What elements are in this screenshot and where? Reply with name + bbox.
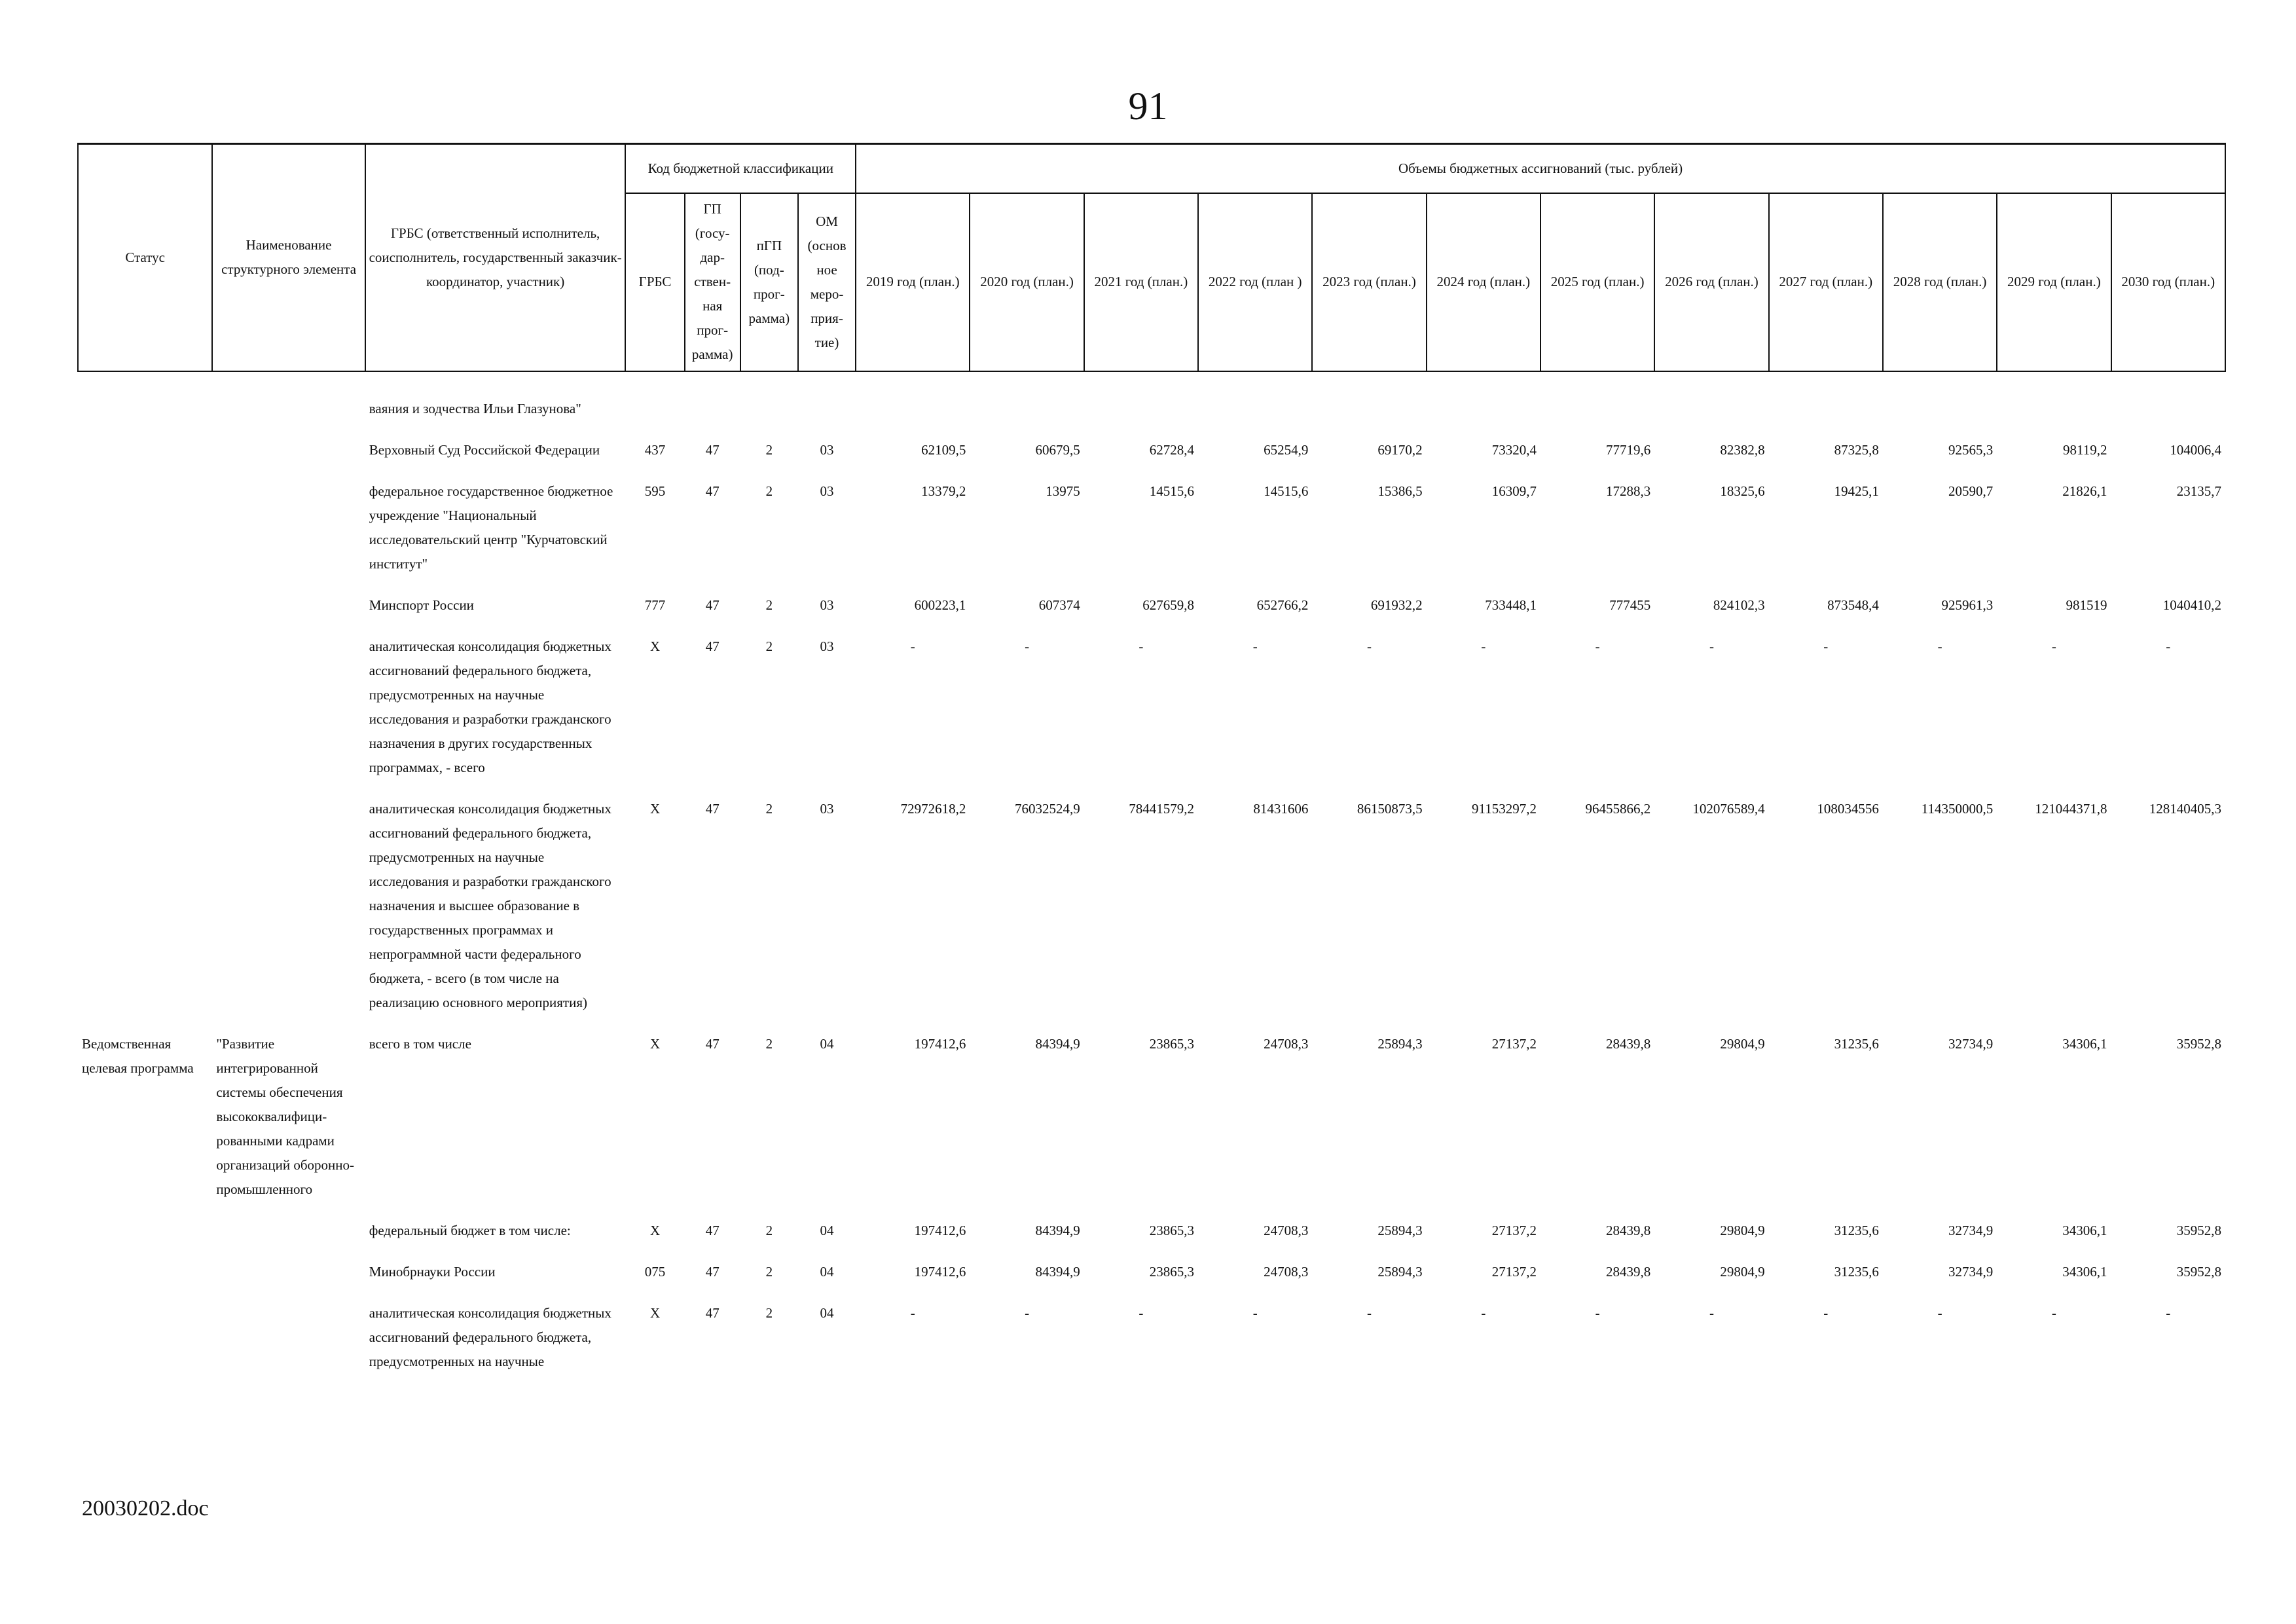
code-cell: 47 — [705, 1304, 720, 1321]
code-cell: 04 — [820, 1222, 834, 1238]
value-cell — [1769, 371, 1883, 429]
value-cell — [1540, 371, 1654, 429]
value-cell: 197412,6 — [914, 1263, 966, 1280]
value-cell: - — [1709, 1304, 1714, 1321]
value-cell: - — [1481, 638, 1486, 654]
code-cell: 47 — [705, 1263, 720, 1280]
status-cell — [78, 788, 212, 1023]
value-cell: 23865,3 — [1149, 1035, 1195, 1052]
value-cell — [1883, 371, 1997, 429]
value-cell: 13975 — [1046, 483, 1080, 499]
value-cell: 87325,8 — [1834, 441, 1879, 458]
value-cell: 925961,3 — [1941, 597, 1994, 613]
status-header: Статус — [78, 144, 212, 371]
value-cell: - — [1139, 638, 1144, 654]
value-cell: 600223,1 — [914, 597, 966, 613]
value-cell: - — [910, 1304, 915, 1321]
grbs-name-cell: аналитическая консолидация бюджетных ассигнований федерального бюджета, предусмотренных на научные — [369, 1304, 611, 1369]
value-cell: 28439,8 — [1606, 1263, 1651, 1280]
value-cell: 691932,2 — [1370, 597, 1423, 613]
value-cell: 25894,3 — [1377, 1263, 1423, 1280]
value-cell: 104006,4 — [2170, 441, 2221, 458]
element-name-cell — [212, 429, 365, 470]
value-cell: 15386,5 — [1377, 483, 1423, 499]
value-cell: 84394,9 — [1035, 1035, 1080, 1052]
value-cell: 62728,4 — [1149, 441, 1195, 458]
element-name-cell — [212, 584, 365, 625]
table-row — [78, 1292, 2225, 1382]
code-cell: Х — [649, 1035, 661, 1052]
value-cell: - — [1595, 1304, 1600, 1321]
code-cell: Х — [649, 800, 661, 817]
code-cell: 2 — [765, 1263, 773, 1280]
value-cell: 73320,4 — [1491, 441, 1537, 458]
value-cell: 128140405,3 — [2149, 800, 2221, 817]
value-cell: 29804,9 — [1720, 1222, 1765, 1238]
value-cell: 65254,9 — [1264, 441, 1309, 458]
code-cell: 2 — [765, 800, 773, 817]
value-cell: - — [1481, 1304, 1486, 1321]
value-cell: 76032524,9 — [1014, 800, 1080, 817]
value-cell — [1997, 371, 2111, 429]
value-cell: 31235,6 — [1834, 1222, 1879, 1238]
value-cell: 17288,3 — [1606, 483, 1651, 499]
table-row — [78, 1023, 2225, 1209]
value-cell: 31235,6 — [1834, 1035, 1879, 1052]
value-cell: 23135,7 — [2176, 483, 2221, 499]
table-header — [78, 144, 2225, 371]
value-cell: 32734,9 — [1948, 1222, 1994, 1238]
value-cell — [1312, 371, 1426, 429]
value-cell: - — [1937, 1304, 1942, 1321]
table-body — [78, 371, 2225, 1382]
value-cell: 84394,9 — [1035, 1222, 1080, 1238]
code-cell: 437 — [644, 441, 666, 458]
value-cell: - — [1823, 1304, 1829, 1321]
value-cell: 607374 — [1038, 597, 1080, 613]
value-cell: - — [1367, 638, 1372, 654]
table-row — [78, 1251, 2225, 1292]
status-cell — [78, 470, 212, 584]
code-cell: 47 — [705, 638, 720, 654]
budget-allocation-table — [77, 143, 2226, 1382]
value-cell: 24708,3 — [1264, 1263, 1309, 1280]
value-cell: 13379,2 — [921, 483, 966, 499]
status-cell — [78, 1251, 212, 1292]
value-cell: 31235,6 — [1834, 1263, 1879, 1280]
value-cell: 102076589,4 — [1692, 800, 1765, 817]
value-cell: 981519 — [2066, 597, 2107, 613]
value-cell — [856, 371, 970, 429]
value-cell: - — [1252, 1304, 1258, 1321]
table-row — [78, 788, 2225, 1023]
table-row — [78, 470, 2225, 584]
code-cell: 04 — [820, 1263, 834, 1280]
grbs-name-cell: ваяния и зодчества Ильи Глазунова" — [369, 400, 581, 416]
value-cell: 114350000,5 — [1921, 800, 1994, 817]
element-name-cell — [212, 625, 365, 788]
value-cell: 1040410,2 — [2162, 597, 2221, 613]
value-cell: 20590,7 — [1948, 483, 1994, 499]
value-cell: 34306,1 — [2062, 1035, 2107, 1052]
value-cell: 78441579,2 — [1129, 800, 1195, 817]
element-name-cell — [212, 1292, 365, 1382]
value-cell: - — [910, 638, 915, 654]
footer-filename: 20030202.doc — [82, 1496, 209, 1521]
value-cell: 652766,2 — [1256, 597, 1309, 613]
value-cell: - — [2051, 1304, 2056, 1321]
value-cell: 23865,3 — [1149, 1222, 1195, 1238]
code-cell — [740, 371, 798, 429]
value-cell: 25894,3 — [1377, 1035, 1423, 1052]
value-cell — [970, 371, 1084, 429]
table-row — [78, 1209, 2225, 1251]
value-cell: 824102,3 — [1713, 597, 1765, 613]
grbs-name-cell: аналитическая консолидация бюджетных ассигнований федерального бюджета, предусмотренных на научные исследования и разработки гражданского назначения и высшее образование в государственных программах и непрограммной части федерального бюджета, - всего (в том числе на реализацию основного мероприятия) — [369, 800, 611, 1010]
value-cell: - — [1595, 638, 1600, 654]
value-cell: 72972618,2 — [900, 800, 966, 817]
value-cell: 91153297,2 — [1471, 800, 1537, 817]
value-cell: 27137,2 — [1491, 1222, 1537, 1238]
status-cell — [78, 1292, 212, 1382]
value-cell: 81431606 — [1253, 800, 1309, 817]
table-row — [78, 625, 2225, 788]
value-cell: 627659,8 — [1142, 597, 1195, 613]
value-cell: - — [1367, 1304, 1372, 1321]
value-cell: - — [1252, 638, 1258, 654]
year-header: 2028 год (план.) — [1883, 193, 1997, 371]
value-cell: 777455 — [1609, 597, 1651, 613]
code-col-header: пГП (под-прог-рамма) — [740, 193, 798, 371]
code-cell: 2 — [765, 597, 773, 613]
value-cell: 18325,6 — [1720, 483, 1765, 499]
value-cell: 27137,2 — [1491, 1263, 1537, 1280]
year-header: 2024 год (план.) — [1427, 193, 1540, 371]
value-cell: 121044371,8 — [2035, 800, 2107, 817]
status-cell — [78, 625, 212, 788]
value-cell: 32734,9 — [1948, 1263, 1994, 1280]
value-cell: 24708,3 — [1264, 1035, 1309, 1052]
value-cell: 14515,6 — [1264, 483, 1309, 499]
table-row — [78, 429, 2225, 470]
grbs-name-cell: Верховный Суд Российской Федерации — [369, 441, 600, 458]
year-header: 2022 год (план ) — [1198, 193, 1312, 371]
code-cell: 03 — [820, 441, 834, 458]
code-cell: 2 — [765, 1304, 773, 1321]
year-header: 2027 год (план.) — [1769, 193, 1883, 371]
value-cell: 29804,9 — [1720, 1263, 1765, 1280]
element-name-cell — [212, 1251, 365, 1292]
value-cell: 82382,8 — [1720, 441, 1765, 458]
status-cell — [78, 584, 212, 625]
value-cell: - — [1709, 638, 1714, 654]
code-cell: 595 — [644, 483, 666, 499]
year-header: 2021 год (план.) — [1084, 193, 1198, 371]
code-cell: 47 — [705, 1222, 720, 1238]
code-cell: 47 — [705, 1035, 720, 1052]
grbs-name-cell: федеральный бюджет в том числе: — [369, 1222, 571, 1238]
value-cell: 98119,2 — [2063, 441, 2107, 458]
year-header: 2025 год (план.) — [1540, 193, 1654, 371]
value-cell: 62109,5 — [921, 441, 966, 458]
value-cell: 92565,3 — [1948, 441, 1994, 458]
grbs-name-cell: всего в том числе — [369, 1035, 471, 1052]
value-cell: 24708,3 — [1264, 1222, 1309, 1238]
value-cell: 19425,1 — [1834, 483, 1879, 499]
budget-code-group-header: Код бюджетной классификации — [625, 144, 856, 193]
value-cell: 873548,4 — [1827, 597, 1879, 613]
code-cell: 03 — [820, 800, 834, 817]
value-cell: 16309,7 — [1491, 483, 1537, 499]
code-cell: 04 — [820, 1035, 834, 1052]
grbs-name-cell: Минобрнауки России — [369, 1263, 496, 1280]
value-cell: 27137,2 — [1491, 1035, 1537, 1052]
value-cell: - — [1025, 638, 1030, 654]
year-header: 2030 год (план.) — [2111, 193, 2225, 371]
value-cell: - — [2166, 638, 2171, 654]
status-cell: Ведомственная целевая программа — [82, 1035, 194, 1076]
value-cell: 733448,1 — [1485, 597, 1537, 613]
element-name-cell — [212, 1209, 365, 1251]
code-cell: 2 — [765, 638, 773, 654]
code-cell: 47 — [705, 441, 720, 458]
code-cell — [798, 371, 856, 429]
value-cell — [1198, 371, 1312, 429]
element-name-header: Наименование структурного элемента — [212, 144, 365, 371]
code-col-header: ГП (госу-дар-ствен-ная прог-рамма) — [685, 193, 740, 371]
code-cell: 03 — [820, 638, 834, 654]
value-cell: 35952,8 — [2176, 1263, 2221, 1280]
grbs-name-cell: федеральное государственное бюджетное учреждение "Национальный исследовательский центр "Курчатовский институт" — [369, 483, 613, 572]
value-cell: 69170,2 — [1377, 441, 1423, 458]
value-cell: 34306,1 — [2062, 1263, 2107, 1280]
year-header: 2019 год (план.) — [856, 193, 970, 371]
code-cell: Х — [649, 638, 661, 654]
value-cell: 197412,6 — [914, 1035, 966, 1052]
element-name-cell — [212, 371, 365, 429]
value-cell: - — [1025, 1304, 1030, 1321]
value-cell: 108034556 — [1817, 800, 1879, 817]
grbs-full-header: ГРБС (ответственный исполнитель, соисполнитель, государственный заказчик-координатор, участник) — [365, 144, 626, 371]
value-cell: 35952,8 — [2176, 1222, 2221, 1238]
element-name-cell: "Развитие интегрированной системы обеспечения высококвалифици-рованными кадрами организаций оборонно-промышленного — [216, 1035, 355, 1197]
code-cell: Х — [649, 1222, 661, 1238]
value-cell: 28439,8 — [1606, 1222, 1651, 1238]
value-cell: 32734,9 — [1948, 1035, 1994, 1052]
value-cell: 86150873,5 — [1357, 800, 1423, 817]
value-cell: 23865,3 — [1149, 1263, 1195, 1280]
value-cell: 34306,1 — [2062, 1222, 2107, 1238]
volume-group-header: Объемы бюджетных ассигнований (тыс. рублей) — [856, 144, 2225, 193]
value-cell — [1084, 371, 1198, 429]
value-cell: 28439,8 — [1606, 1035, 1651, 1052]
code-cell: 2 — [765, 441, 773, 458]
grbs-name-cell: аналитическая консолидация бюджетных ассигнований федерального бюджета, предусмотренных на научные исследования и разработки гражданского назначения в других государственных программах, - всего — [369, 638, 611, 775]
value-cell: - — [1937, 638, 1942, 654]
table-row — [78, 371, 2225, 429]
year-header: 2029 год (план.) — [1997, 193, 2111, 371]
code-cell: 04 — [820, 1304, 834, 1321]
value-cell: - — [2166, 1304, 2171, 1321]
value-cell: 60679,5 — [1035, 441, 1080, 458]
value-cell: - — [1823, 638, 1829, 654]
status-cell — [78, 371, 212, 429]
code-cell: 03 — [820, 597, 834, 613]
code-cell: 2 — [765, 1222, 773, 1238]
year-header: 2026 год (план.) — [1654, 193, 1768, 371]
status-cell — [78, 429, 212, 470]
value-cell: 197412,6 — [914, 1222, 966, 1238]
value-cell — [2111, 371, 2225, 429]
value-cell: 35952,8 — [2176, 1035, 2221, 1052]
year-header: 2020 год (план.) — [970, 193, 1084, 371]
code-cell — [625, 371, 684, 429]
value-cell: 21826,1 — [2062, 483, 2107, 499]
code-cell: 777 — [644, 597, 666, 613]
value-cell: 77719,6 — [1606, 441, 1651, 458]
value-cell: 14515,6 — [1149, 483, 1195, 499]
value-cell: - — [2051, 638, 2056, 654]
element-name-cell — [212, 788, 365, 1023]
value-cell: 25894,3 — [1377, 1222, 1423, 1238]
year-header: 2023 год (план.) — [1312, 193, 1426, 371]
element-name-cell — [212, 470, 365, 584]
value-cell — [1427, 371, 1540, 429]
code-cell: 47 — [705, 800, 720, 817]
code-cell: Х — [649, 1304, 661, 1321]
value-cell: 96455866,2 — [1585, 800, 1651, 817]
code-col-header: ГРБС — [625, 193, 684, 371]
value-cell — [1654, 371, 1768, 429]
grbs-name-cell: Минспорт России — [369, 597, 474, 613]
code-cell: 2 — [765, 483, 773, 499]
code-cell: 075 — [644, 1263, 666, 1280]
status-cell — [78, 1209, 212, 1251]
value-cell: 84394,9 — [1035, 1263, 1080, 1280]
value-cell: - — [1139, 1304, 1144, 1321]
code-cell: 2 — [765, 1035, 773, 1052]
value-cell: 29804,9 — [1720, 1035, 1765, 1052]
code-col-header: ОМ (основ ное меро-прия-тие) — [798, 193, 856, 371]
code-cell — [685, 371, 740, 429]
table-row — [78, 584, 2225, 625]
code-cell: 47 — [705, 597, 720, 613]
code-cell: 47 — [705, 483, 720, 499]
code-cell: 03 — [820, 483, 834, 499]
page-number: 91 — [1128, 84, 1168, 128]
